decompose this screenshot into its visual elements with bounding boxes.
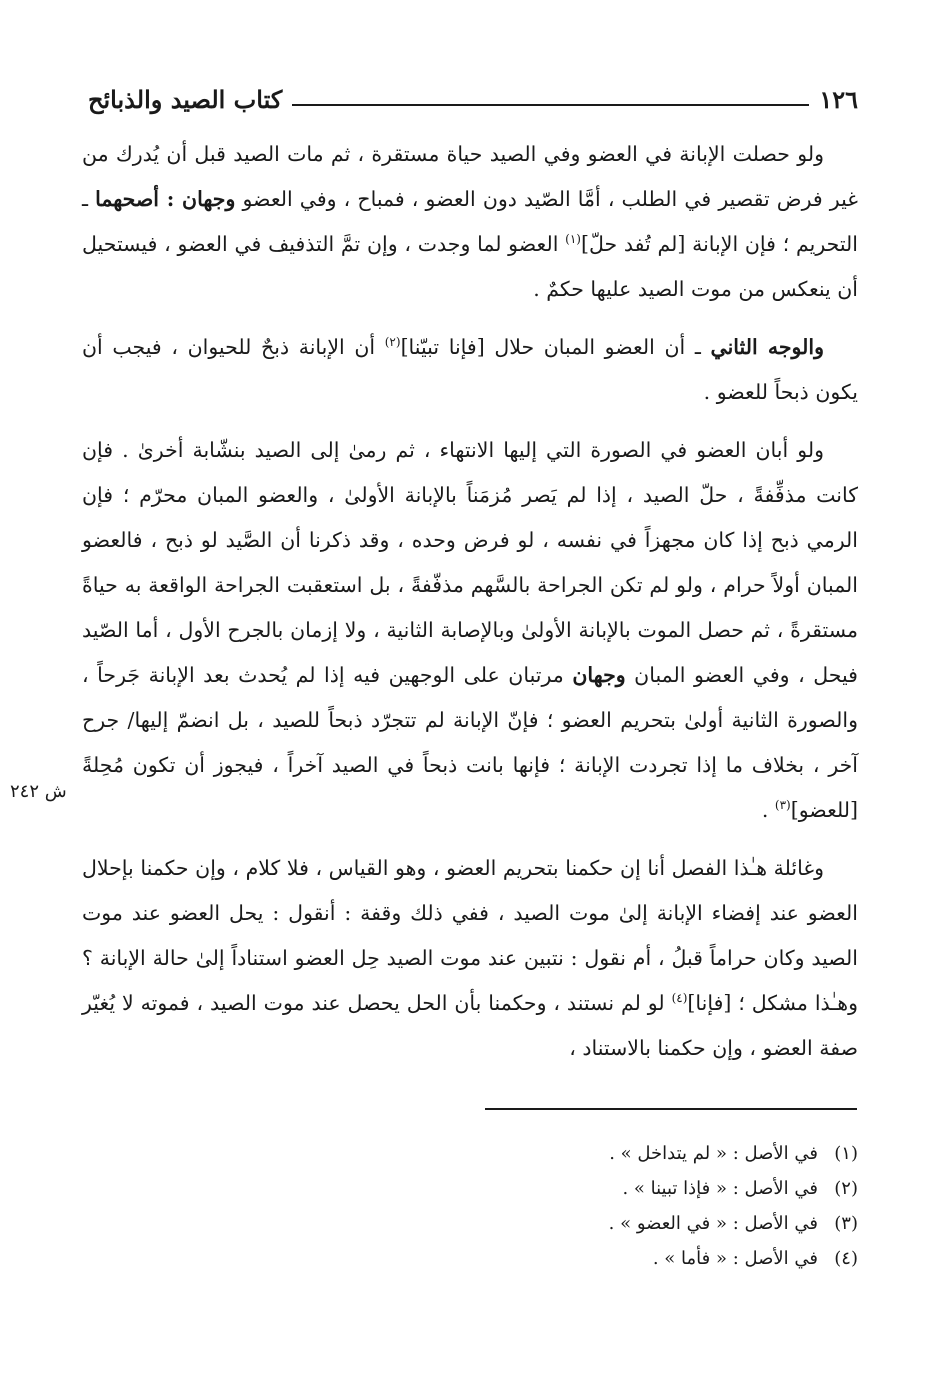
- paragraph-4: وغائلة هـٰذا الفصل أنا إن حكمنا بتحريم العضو ، وهو القياس ، فلا كلام ، وإن حكمنا بإحلال العضو عند إفضاء الإبانة إلىٰ موت الصيد ، ففي ذلك وقفة : أنقول : يحل العضو عند موت الصيد وكان حراماً قبلُ ، أم نقول : نتبين عند موت الصيد حِل العضو استناداً إلىٰ حالة الإبانة ؟ وهـٰذا مشكل ؛ [فإنا]$^{(٤)}$ لو لم نستند ، وحكمنا بأن الحل يحصل عند موت الصيد ، فموته لا يُغيّر صفة العضو ، وإن حكمنا بالاستناد ،: [82, 856, 858, 1060]
- bold-phrase: وجهان : أصحهما: [95, 187, 236, 211]
- main-text: [82, 132, 858, 1071]
- footnote-number: (٤): [834, 1248, 858, 1269]
- footnote-item: [400, 1241, 858, 1276]
- footnote-text: في الأصل : « فأما » .: [652, 1248, 818, 1269]
- footnote-number: (٣): [834, 1213, 858, 1234]
- footnotes: [400, 1136, 858, 1276]
- running-header: [88, 78, 858, 114]
- footnote-ref-1: (١): [565, 232, 581, 247]
- footnote-ref-3: (٣): [774, 798, 791, 813]
- footnote-text: في الأصل : « فإذا تبينا » .: [622, 1178, 818, 1199]
- footnote-text: في الأصل : « في العضو » .: [608, 1213, 818, 1234]
- footnote-ref-2: (٢): [384, 335, 401, 350]
- footnote-ref-4: (٤): [671, 991, 688, 1006]
- paragraph-1: ولو حصلت الإبانة في العضو وفي الصيد حياة مستقرة ، ثم مات الصيد قبل أن يُدرك من غير فرض تقصير في الطلب ، أمَّا الصّيد دون العضو ، فمباح ، وفي العضو وجهان : أصحهما ـ التحريم ؛ فإن الإبانة [لم تُفد حلّ]$^{(١)}$ العضو لما وجدت ، وإن تمَّ التذفيف في العضو ، فيستحيل أن ينعكس من موت الصيد عليها حكمٌ .: [82, 142, 859, 301]
- paragraph-3: ولو أبان العضو في الصورة التي إليها الانتهاء ، ثم رمىٰ إلى الصيد بنشّابة أخرىٰ . فإن كانت مذفِّفةً ، حلّ الصيد ، إذا لم يَصر مُزمَناً بالإبانة الأولىٰ ، والعضو المبان محرّم ؛ فإن الرمي ذبح إذا كان مجهزاً في نفسه ، لو فرض وحده ، وقد ذكرنا أن الصَّيد لو ذبح ، فالعضو المبان أولاً حرام ، ولو لم تكن الجراحة بالسَّهم مذفّفةً ، بل استعقبت الجراحة الواقعة به حياةً مستقرةً ، ثم حصل الموت بالإبانة الأولىٰ وبالإصابة الثانية ، ولا إزمان بالجرح الأول ، أما الصّيد فيحل ، وفي العضو المبان وجهان مرتبان على الوجهين فيه إذا لم يُحدث بعد الإبانة جَرحاً ، والصورة الثانية أولىٰ بتحريم العضو ؛ فإنّ الإبانة لم تتجرّد ذبحاً للصيد ، بل انضمّ إليها/ جرح آخر ، بخلاف ما إذا تجردت الإبانة ؛ فإنها بانت ذبحاً في الصيد آخراً ، فيجوز أن تكون مُحِلةً [للعضو]$^{(٣)}$ .: [82, 438, 858, 822]
- footnote-rule: [485, 1108, 857, 1110]
- bold-phrase: وجهان: [572, 663, 626, 687]
- footnote-item: [400, 1206, 858, 1241]
- footnote-item: [400, 1136, 858, 1171]
- footnote-number: (١): [834, 1143, 858, 1164]
- manuscript-folio-note: ش ٢٤٢: [10, 781, 67, 802]
- footnote-item: [400, 1171, 858, 1206]
- header-rule: [292, 104, 809, 106]
- book-title: كتاب الصيد والذبائح: [88, 85, 283, 114]
- page-number: ١٢٦: [819, 85, 858, 114]
- bold-phrase: والوجه الثاني: [710, 335, 824, 359]
- paragraph-2: والوجه الثاني ـ أن العضو المبان حلال [فإنا تبيّنا]$^{(٢)}$ أن الإبانة ذبحٌ للحيوان ، فيجب أن يكون ذبحاً للعضو .: [82, 335, 858, 404]
- footnote-number: (٢): [834, 1178, 858, 1199]
- footnote-text: في الأصل : « لم يتداخل » .: [609, 1143, 818, 1164]
